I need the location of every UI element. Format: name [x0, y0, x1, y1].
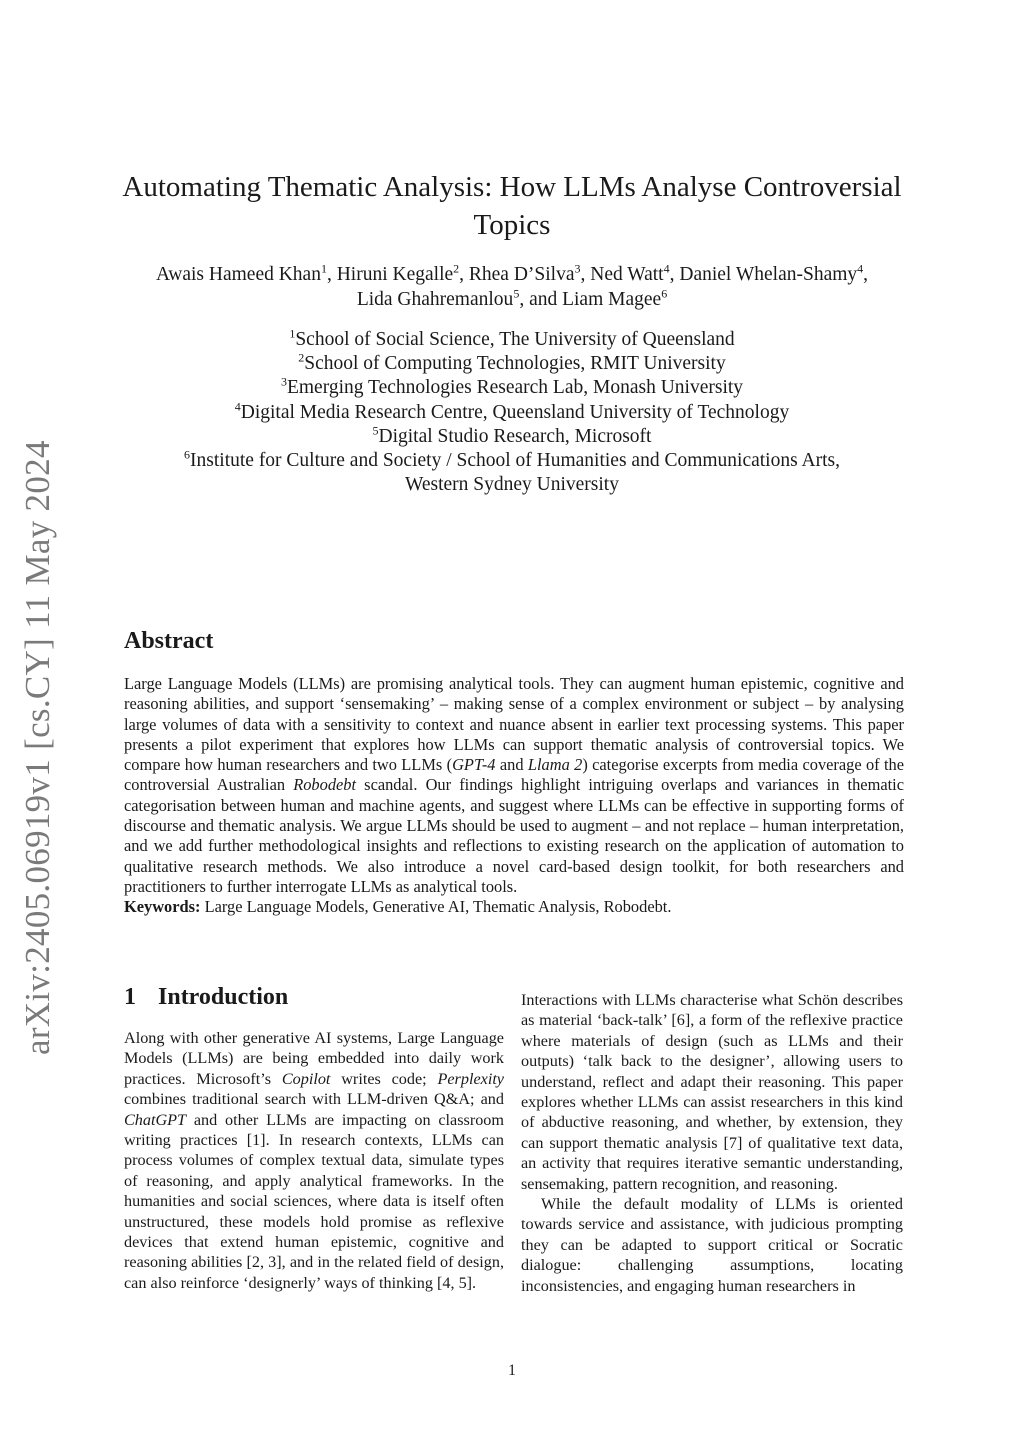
author-affiliation-mark: 4: [857, 261, 864, 276]
section-heading-introduction: [124, 984, 288, 1011]
author-affiliation-mark: 3: [574, 261, 581, 276]
abstract-text: Large Language Models (LLMs) are promising analytical tools. They can augment human epistemic, cognitive and reasoning abilities, and support ‘sensemaking’ – making sense of a complex environment or subject – by analysing large volumes of data with a sensitivity to context and nuance absent in earlier text processing systems. This paper presents a pilot experiment that explores how LLMs can support thematic analysis of controversial topics. We compare how human researchers and two LLMs (GPT-4 and Llama 2) categorise excerpts from media coverage of the controversial Australian Robodebt scandal. Our findings highlight intriguing overlaps and variances in thematic categorisation between human and machine agents, and suggest where LLMs can be effective in supporting forms of discourse and thematic analysis. We argue LLMs should be used to augment – and not replace – human interpretation, and we add further methodological insights and reflections to existing research on the application of automation to qualitative research methods. We also introduce a novel card-based design toolkit, for both researchers and practitioners to further interrogate LLMs as analytical tools.: [124, 674, 904, 896]
author-name: Hiruni Kegalle: [336, 264, 454, 285]
body-column-right: [521, 990, 903, 1296]
author-affiliation-mark: 5: [513, 286, 520, 301]
body-paragraph: While the default modality of LLMs is oriented towards service and assistance, with judicious prompting they can be adapted to support critical or Socratic dialogue: challenging assumptions, locating inconsistencies, and engaging human researchers in: [521, 1195, 903, 1295]
abstract-body: [124, 674, 904, 918]
affiliation-line: $^6$Institute for Culture and Society / School of Humanities and Communications Arts,: [184, 447, 840, 472]
author-name: Rhea D’Silva: [468, 264, 575, 285]
body-column-left: [124, 1028, 504, 1293]
abstract-heading: Abstract: [124, 628, 214, 654]
arxiv-identifier-stamp[interactable]: arXiv:2405.06919v1 [cs.CY] 11 May 2024: [18, 440, 57, 1055]
author-name: Awais Hameed Khan: [155, 264, 321, 285]
affiliation-line-continued: Western Sydney University: [405, 474, 619, 496]
paper-title: Automating Thematic Analysis: How LLMs Analyse Controversial Topics: [122, 171, 902, 241]
author-affiliation-mark: 6: [661, 286, 668, 301]
author-affiliation-mark: 2: [453, 261, 460, 276]
affiliation-line: $^4$Digital Media Research Centre, Queensland University of Technology: [234, 399, 790, 423]
section-title: Introduction: [158, 984, 289, 1010]
author-name: Daniel Whelan-Shamy: [679, 264, 858, 285]
page-number: 1: [508, 1362, 516, 1379]
keywords-label: Keywords:: [124, 897, 201, 917]
keywords-line: Keywords: Large Language Models, Generative AI, Thematic Analysis, Robodebt.: [124, 897, 672, 917]
affiliation-line: $^2$School of Computing Technologies, RMIT University: [298, 350, 726, 375]
author-list: Awais Hameed Khan$^1$, Hiruni Kegalle$^2$, Rhea D’Silva$^3$, Ned Watt$^4$, Daniel Whelan-Shamy$^4$, Lida Ghahremanlou$^5$, and Liam Magee$^6$: [155, 261, 869, 310]
body-paragraph: Along with other generative AI systems, Large Language Models (LLMs) are being embedded into daily work practices. Microsoft’s Copilot writes code; Perplexity combines traditional search with LLM-driven Q&A; and ChatGPT and other LLMs are impacting on classroom writing practices [1]. In research contexts, LLMs can process volumes of complex textual data, simulate types of reasoning, and apply analytical frameworks. In the humanities and social sciences, where data is itself often unstructured, these models hold promise as reflexive devices that extend human epistemic, cognitive and reasoning abilities [2, 3], and in the related field of design, can also reinforce ‘designerly’ ways of thinking [4, 5].: [124, 1029, 504, 1292]
affiliation-line: $^3$Emerging Technologies Research Lab, Monash University: [280, 374, 744, 399]
author-name: Ned Watt: [590, 264, 664, 285]
affiliation-line: $^1$School of Social Science, The University of Queensland: [289, 326, 735, 350]
affiliation-line: $^5$Digital Studio Research, Microsoft: [372, 423, 652, 447]
author-name: Lida Ghahremanlou: [356, 289, 514, 310]
body-paragraph: Interactions with LLMs characterise what Schön describes as material ‘back-talk’ [6], a form of the reflexive practice where materials of design (such as LLMs and their outputs) ‘talk back to the designer’, allowing users to understand, reflect and adapt their reasoning. This paper explores whether LLMs can assist researchers in this kind of abductive reasoning, and whether, by extension, they can support thematic analysis [7] of qualitative text data, an activity that requires iterative semantic understanding, sensemaking, pattern recognition, and reasoning.: [521, 991, 903, 1193]
affiliation-list: [110, 328, 914, 497]
author-name: Liam Magee: [562, 289, 662, 310]
section-number: 1: [124, 984, 136, 1010]
author-affiliation-mark: 1: [320, 261, 327, 276]
author-affiliation-mark: 4: [663, 261, 670, 276]
